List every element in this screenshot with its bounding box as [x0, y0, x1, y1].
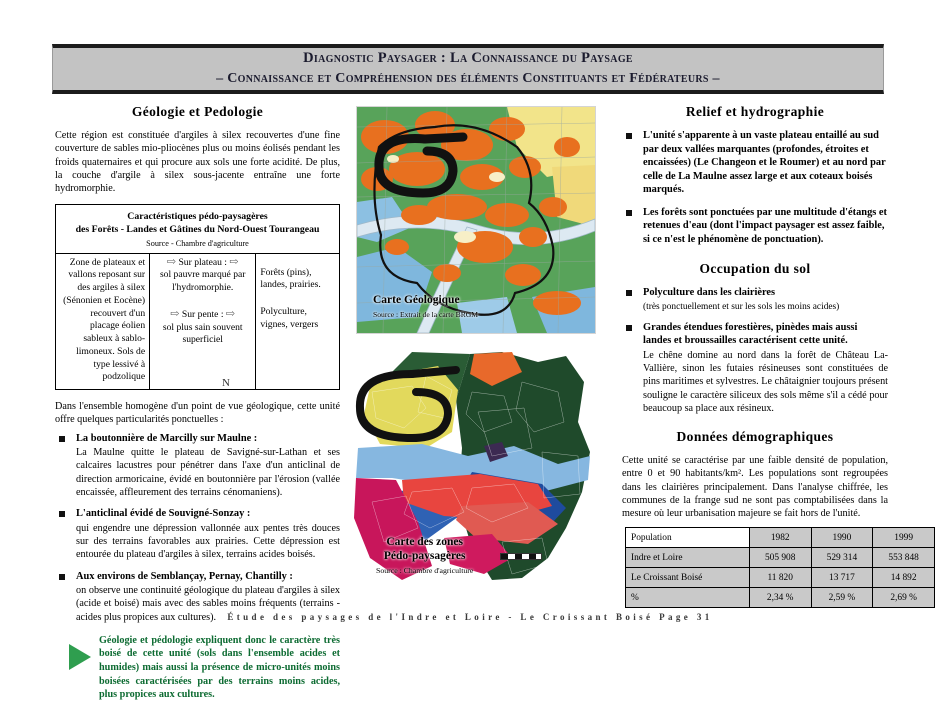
geologie-intro-paragraph: Cette région est constituée d'argiles à silex recouvertes d'une fine couverture de sables mio-pliocènes plus ou moins éolisés pendant les froids quaternaires et qui procure aux sols une forte acidité. De plus, la couche d'argile à silex sous-jacente entraîne une forte hydromorphie. [55, 130, 340, 194]
table-header-1990: 1990 [811, 528, 873, 548]
pedo-characteristics-table [55, 204, 340, 390]
table-row [626, 548, 935, 568]
pedological-map-caption-line2: Pédo-paysagères [383, 549, 466, 562]
pedo-table-source: Source - Chambre d'agriculture [146, 238, 249, 248]
bullet-head: La boutonnière de Marcilly sur Maulne : [76, 432, 258, 444]
bullet-text: on observe une continuité géologique du plateau d'argiles à silex (acide et boisé) mais avec des sables moins fréquents (terrains - acides plus propices aux cultures). [76, 585, 340, 623]
square-bullet-icon [626, 210, 632, 216]
geological-map-caption [373, 293, 478, 319]
pedo-table-title-line1: Caractéristiques pédo-paysagères [127, 211, 268, 223]
demographie-paragraph: Cette unité se caractérise par une faible densité de population, entre 0 et 90 habitants/km². Les populations sont regroupées dans les clairières principalement. Dans l'analyse chiffrée, les communes de la frange sud ne sont pas comptabilisées dans la mesure où leur urbanisation majeure se fait hors de l'unité. [622, 455, 888, 520]
table-header-population: Population [626, 528, 750, 548]
section-heading-demographie: Données démographiques [676, 429, 834, 445]
north-arrow-icon: N [222, 377, 230, 389]
table-cell: % [626, 588, 750, 608]
pedo-usage-plateau: Forêts (pins), landes, prairies. [260, 266, 321, 291]
bullet-head: Aux environs de Semblançay, Pernay, Chantilly : [76, 570, 293, 582]
bullet-text: qui engendre une dépression vallonnée aux pentes très douces sur des terrains favorables aux prairies. Cette dépression est entourée du plateau d'argiles à silex, terrains acides boisés. [76, 522, 340, 561]
occupation-bullet-1-sub: (très ponctuellement et sur les sols les moins acides) [643, 301, 840, 312]
square-bullet-icon [59, 511, 65, 517]
pedological-map-source: Source : Chambre d'agriculture [376, 566, 474, 576]
right-column [622, 104, 888, 529]
occupation-bullet-2 [622, 321, 888, 415]
bullet-anticlinal-souvigne [55, 507, 340, 561]
occupation-bullet-2-text: Le chêne domine au nord dans la forêt de Château La-Vallière, sinon les futaies résineuses sont constituées de pins maritimes et sylvestres. Le châtaignier toujours présent souligne le caractère siliceux des sols même s'il a cédé pour beaucoup sa place aux résineux. [643, 349, 888, 414]
occupation-bullet-1-head: Polyculture dans les clairières [643, 287, 776, 299]
table-cell: Indre et Loire [626, 548, 750, 568]
green-triangle-icon [69, 644, 91, 670]
page-footer: Étude des paysages de l'Indre et Loire - Le Croissant Boisé Page 31 [227, 612, 713, 622]
pedo-table-col2 [150, 254, 256, 390]
table-cell: 2,69 % [873, 588, 935, 608]
title-line-1: Diagnostic Paysager : La Connaissance du Paysage [303, 50, 633, 67]
geological-map [356, 106, 596, 334]
section-heading-relief: Relief et hydrographie [685, 104, 825, 119]
geological-map-source: Source : Extrait de la carte BRGM [373, 309, 479, 319]
pedo-entry-pente [153, 309, 252, 347]
pedo-table-col1: Zone de plateaux et vallons reposant sur des argiles à silex (Sénonien et Eocène) recouvert d'un placage éolien sableux à sablo-limoneux. Sols de type lessivé à podzolique [56, 254, 150, 390]
pedological-zones-map [352, 352, 600, 582]
conclusion-block [55, 634, 340, 702]
relief-bullet-1 [622, 129, 888, 198]
demographic-table [625, 527, 935, 608]
geological-map-caption-text: Carte Géologique [373, 294, 460, 307]
arrow-right-icon: ⇨ [166, 255, 177, 268]
pedological-map-caption [376, 535, 473, 576]
arrow-right-icon: ⇨ [225, 307, 236, 320]
table-row [626, 588, 935, 608]
table-header-1999: 1999 [873, 528, 935, 548]
pedo-table-title-line2: des Forêts - Landes et Gâtines du Nord-Ouest Tourangeau [75, 223, 320, 235]
relief-bullet-2 [622, 206, 888, 248]
table-cell: 2,59 % [811, 588, 873, 608]
occupation-bullet-2-head: Grandes étendues forestières, pinèdes mais aussi landes et broussailles caractérisent cette unité. [643, 321, 858, 347]
pedo-entry-plateau-text: sol pauvre marqué par l'hydromorphie. [159, 269, 246, 294]
pedo-usage-pente: Polyculture, vignes, vergers [260, 306, 319, 330]
title-line-2: – Connaissance et Compréhension des éléments Constituants et Fédérateurs – [216, 71, 720, 87]
map-scale-bar [500, 553, 542, 560]
pedo-table-body [56, 254, 339, 390]
table-cell: 529 314 [811, 548, 873, 568]
pedo-table-header [56, 205, 339, 253]
pedo-entry-plateau [153, 257, 252, 295]
square-bullet-icon [59, 574, 65, 580]
table-cell: 505 908 [749, 548, 811, 568]
table-header-1982: 1982 [749, 528, 811, 548]
pedological-map-caption-line1: Carte des zones [386, 535, 463, 548]
table-cell: 13 717 [811, 568, 873, 588]
square-bullet-icon [626, 325, 632, 331]
pedo-entry-pente-text: sol plus sain souvent superficiel [162, 321, 243, 346]
section-heading-occupation: Occupation du sol [699, 261, 811, 277]
bullet-boutonniere-marcilly [55, 432, 340, 500]
table-row [626, 568, 935, 588]
relief-bullet-1-text: L'unité s'apparente à un vaste plateau entaillé au sud par deux vallées marquantes (profondes, étroites et encaissées) (Le Changeon et le Roumer) et au nord par celle de La Maulne assez large et aux coteaux boisés marqués. [643, 130, 886, 196]
table-cell: 11 820 [749, 568, 811, 588]
arrow-right-icon: ⇨ [170, 307, 180, 320]
bullet-head: L'anticlinal évidé de Souvigné-Sonzay : [76, 508, 251, 520]
table-header-row [626, 528, 935, 548]
table-cell: 2,34 % [749, 588, 811, 608]
square-bullet-icon [59, 436, 65, 442]
table-cell: Le Croissant Boisé [626, 568, 750, 588]
arrow-right-icon: ⇨ [229, 255, 239, 268]
section-heading-geologie: Géologie et Pedologie [131, 104, 264, 119]
maps-column [352, 104, 610, 582]
conclusion-text: Géologie et pédologie expliquent donc le caractère très boisé de cette unité (sols dans l'ensemble acides et humides) mais aussi la présence de micro-unités moins boisées caractérisées par des terrains moins acides, plus propices aux cultures. [99, 634, 340, 701]
pedo-entry-plateau-label: Sur plateau : [178, 256, 227, 268]
table-cell: 553 848 [873, 548, 935, 568]
pedo-table-col3 [256, 254, 339, 390]
relief-bullet-2-text: Les forêts sont ponctuées par une multitude d'étangs et retenues d'eau (dont l'impact paysager est assez faible, si ce n'est le phénomène de ponctuation). [643, 206, 887, 245]
square-bullet-icon [626, 133, 632, 139]
geologie-after-table-paragraph: Dans l'ensemble homogène d'un point de vue géologique, cette unité offre quelques particularités ponctuelles : [55, 401, 340, 426]
square-bullet-icon [626, 290, 632, 296]
table-cell: 14 892 [873, 568, 935, 588]
occupation-bullet-1 [622, 286, 888, 313]
document-title-banner [52, 44, 884, 94]
bullet-text: La Maulne quitte le plateau de Savigné-sur-Lathan et ses calcaires lacustres pour pénétrer dans l'axe d'un anticlinal de direction armoricaine, évidé en boutonnière par l'érosion (vallée encaissée, affleurement des terrains cénomaniens). [76, 447, 340, 498]
pedo-entry-pente-label: Sur pente : [181, 308, 224, 320]
